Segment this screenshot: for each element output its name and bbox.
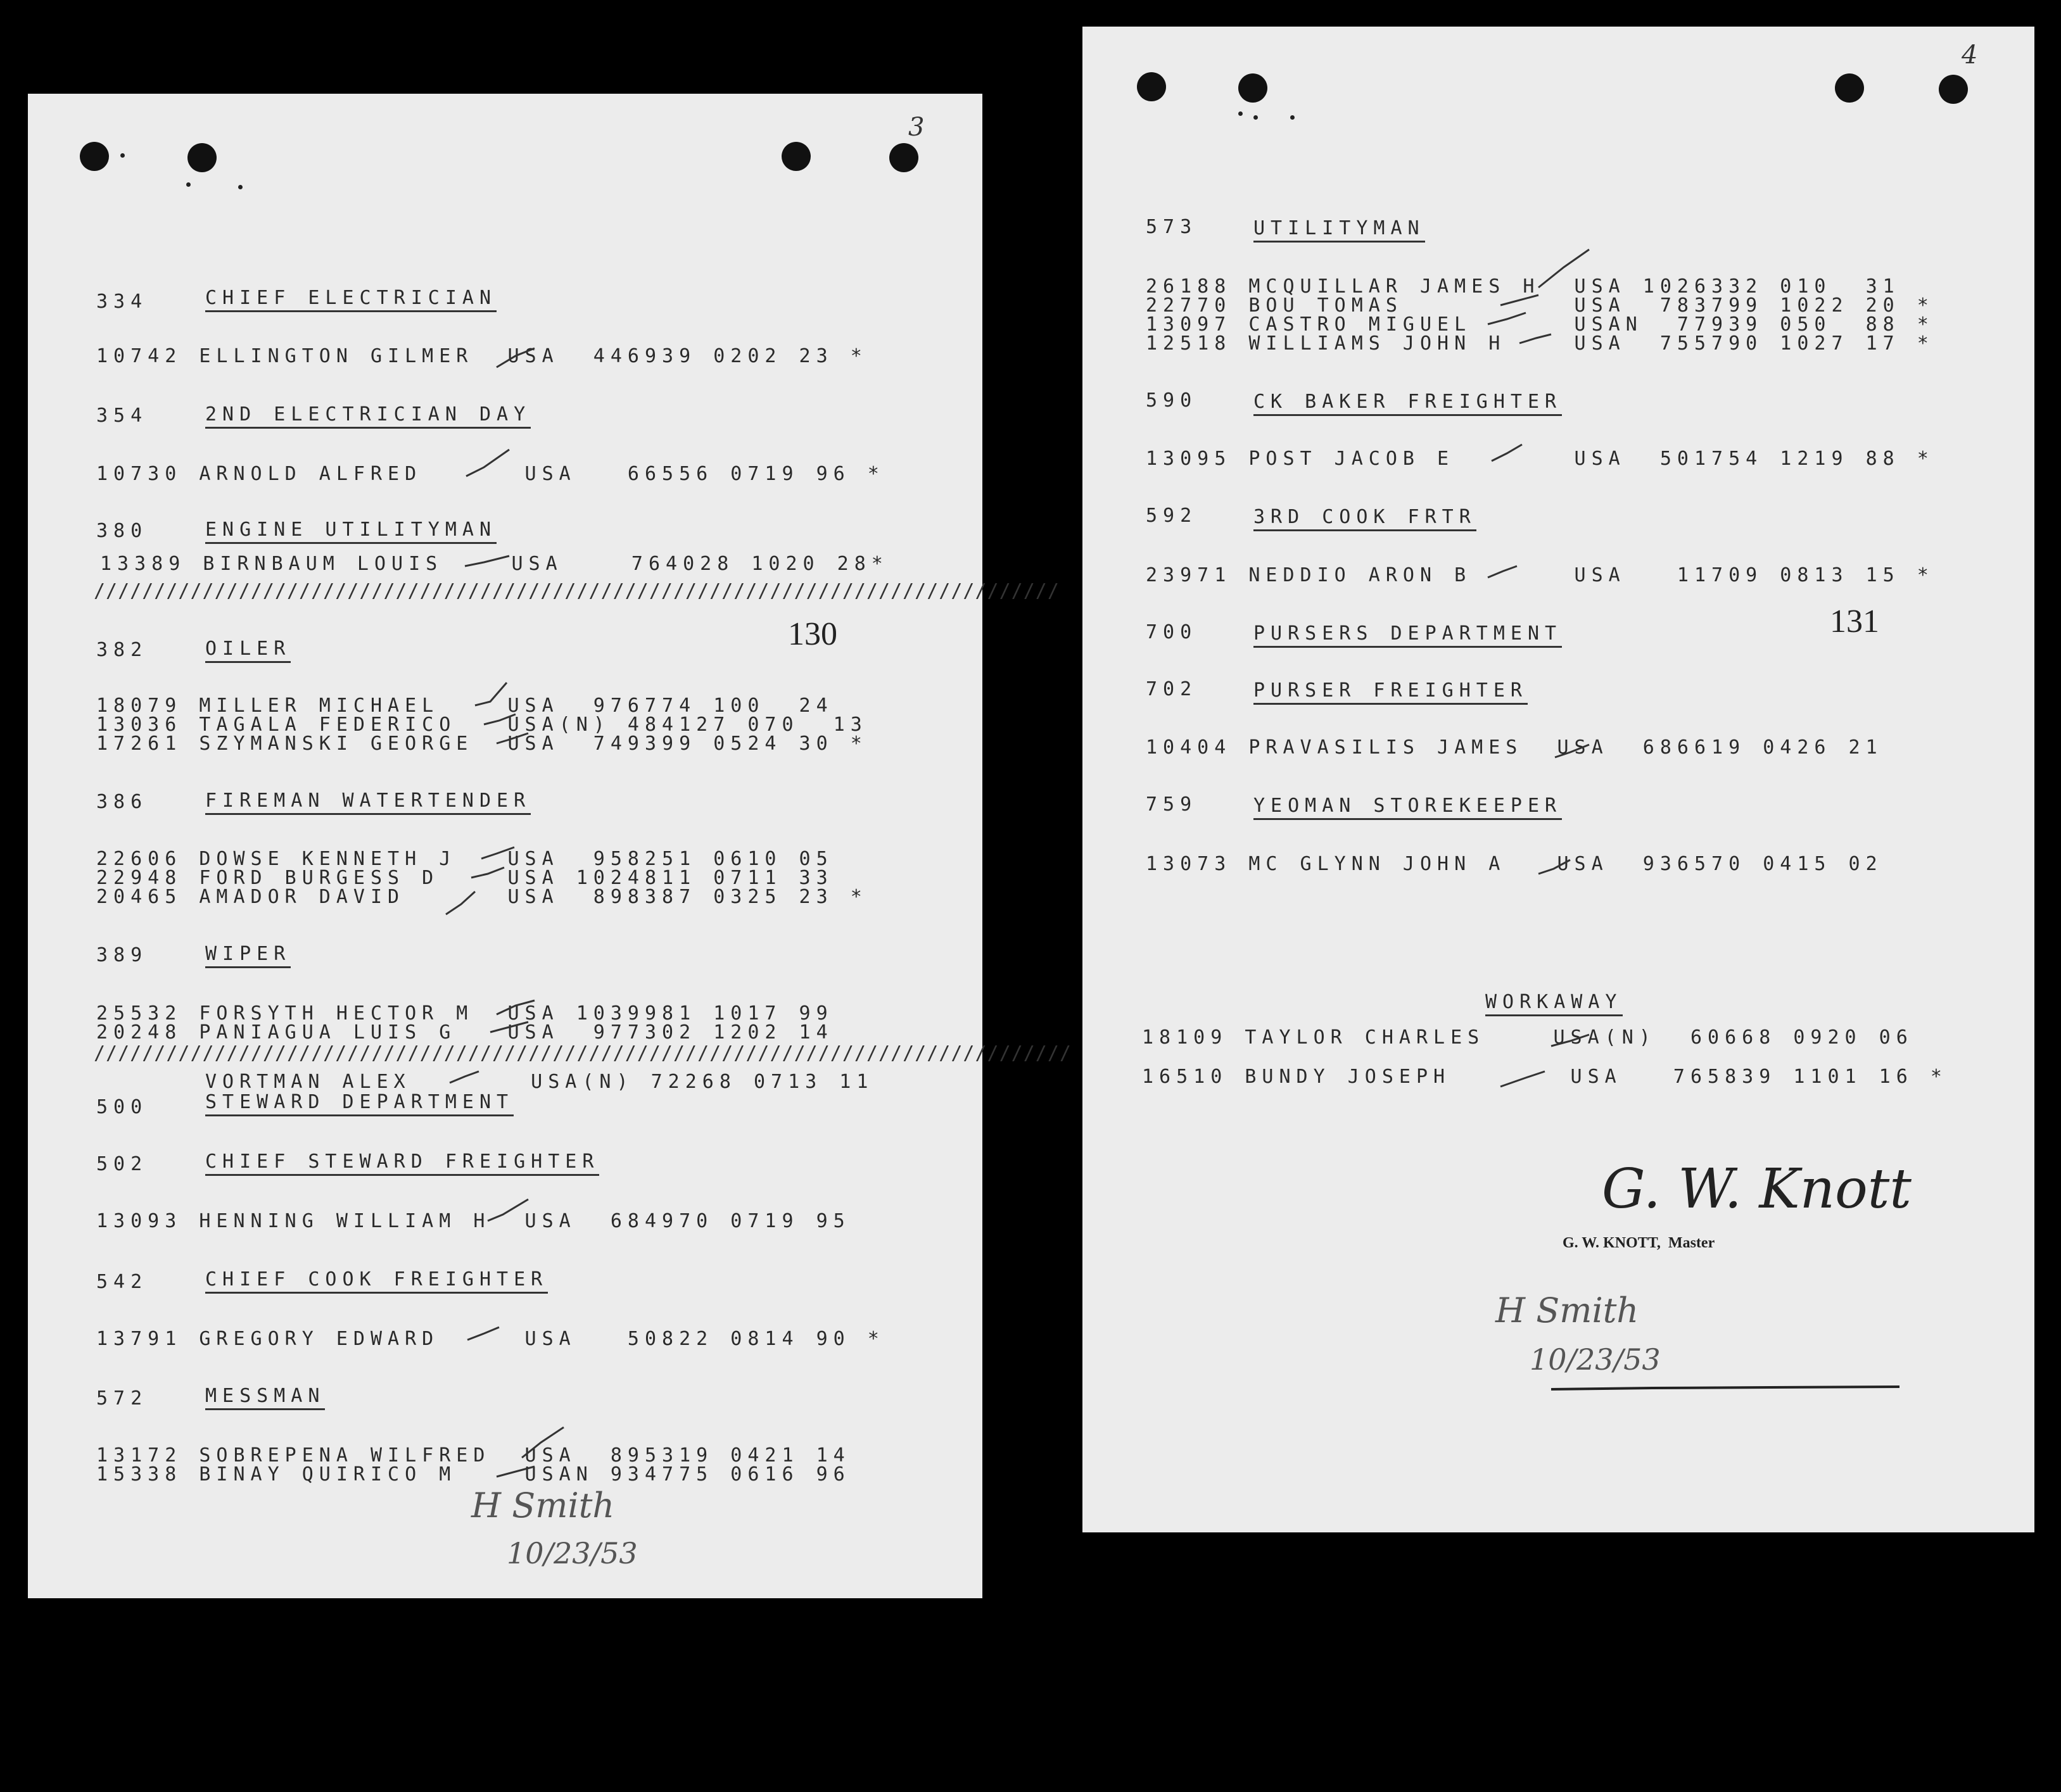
crew-row: 13172 SOBREPENA WILFRED USA 895319 0421 14 [96,1444,851,1467]
section-heading: OILER [205,640,291,663]
crew-row: 18109 TAYLOR CHARLES USA(N) 60668 0920 06 [1142,1026,1913,1049]
section-heading: PURSER FREIGHTER [1253,681,1528,705]
handwritten-initials: H Smith [1495,1290,1639,1330]
crew-row: 15338 BINAY QUIRICO M USAN 934775 0616 96 [96,1463,851,1486]
crew-row: 10404 PRAVASILIS JAMES USA 686619 0426 21 [1146,736,1883,759]
section-heading: CHIEF COOK FREIGHTER [205,1270,548,1294]
section-code: 334 [96,291,148,313]
crew-row: 23971 NEDDIO ARON B USA 11709 0813 15 * [1146,564,1934,586]
inserted-crew-row: VORTMAN ALEX USA(N) 72268 0713 11 [205,1071,874,1093]
handwritten-date: 10/23/53 [507,1536,638,1570]
section-heading: STEWARD DEPARTMENT [205,1093,514,1116]
section-code: 542 [96,1271,148,1293]
left-document-page [28,94,1072,1598]
crew-row: 13093 HENNING WILLIAM H USA 684970 0719 95 [96,1210,851,1232]
handwritten-initials: H Smith [471,1486,615,1525]
crew-row: 13791 GREGORY EDWARD USA 50822 0814 90 * [96,1328,885,1350]
section-code: 380 [96,520,148,542]
crew-row: 10730 ARNOLD ALFRED USA 66556 0719 96 * [96,463,885,485]
handwritten-date: 10/23/53 [1530,1342,1661,1377]
workaway-heading: WORKAWAY [1485,993,1623,1016]
crew-row: 22948 FORD BURGESS D USA 1024811 0711 33 [96,867,834,889]
crew-row: 22606 DOWSE KENNETH J USA 958251 0610 05 [96,848,834,870]
master-signature: G. W. Knott [1602,1158,1912,1221]
section-heading: MESSMAN [205,1387,325,1410]
struck-out-line: ///////////////////////////////////////////////////////////////////////////////// [94,1042,1072,1064]
crew-row: 13073 MC GLYNN JOHN A USA 936570 0415 02 [1146,853,1883,875]
crew-row: 25532 FORSYTH HECTOR M USA 1039981 1017 99 [96,1002,834,1025]
crew-row: 16510 BUNDY JOSEPH USA 765839 1101 16 * [1142,1066,1948,1088]
crew-row: 13389 BIRNBAUM LOUIS USA 764028 1020 28* [100,553,889,575]
crew-row: 13097 CASTRO MIGUEL USAN 77939 050 88 * [1146,313,1934,336]
crew-row: 20248 PANIAGUA LUIS G USA 977302 1202 14 [96,1021,834,1044]
crew-row: 12518 WILLIAMS JOHN H USA 755790 1027 17 * [1146,332,1934,355]
section-heading: CK BAKER FREIGHTER [1253,393,1562,416]
section-code: 386 [96,791,148,813]
section-heading: 2ND ELECTRICIAN DAY [205,405,531,429]
section-code: 702 [1146,678,1198,700]
crew-row: 17261 SZYMANSKI GEORGE USA 749399 0524 30 * [96,733,868,755]
crew-row: 18079 MILLER MICHAEL USA 976774 100 24 [96,695,834,717]
crew-row: 10742 ELLINGTON GILMER USA 446939 0202 23 * [96,345,868,367]
section-code: 590 [1146,389,1198,412]
page-stamp-number: 130 [788,616,837,652]
section-code: 592 [1146,505,1198,527]
section-code: 502 [96,1153,148,1175]
section-code: 573 [1146,216,1198,238]
section-code: 500 [96,1096,148,1118]
crew-row: 22770 BOU TOMAS USA 783799 1022 20 * [1146,294,1934,317]
right-document-page [1082,27,2034,1532]
section-heading: ENGINE UTILITYMAN [205,521,497,544]
section-code: 572 [96,1387,148,1410]
crew-row: 26188 MCQUILLAR JAMES H USA 1026332 010 31 [1146,275,1900,298]
section-heading: CHIEF STEWARD FREIGHTER [205,1152,599,1176]
section-heading: 3RD COOK FRTR [1253,508,1476,531]
section-code: 759 [1146,793,1198,816]
signature-caption: G. W. KNOTT, Master [1563,1235,1715,1251]
crew-row: 20465 AMADOR DAVID USA 898387 0325 23 * [96,886,868,908]
section-heading: WIPER [205,945,291,968]
section-code: 700 [1146,621,1198,643]
section-heading: PURSERS DEPARTMENT [1253,624,1562,648]
section-heading: CHIEF ELECTRICIAN [205,289,497,312]
crew-row: 13095 POST JACOB E USA 501754 1219 88 * [1146,448,1934,470]
section-code: 382 [96,639,148,661]
section-heading: YEOMAN STOREKEEPER [1253,797,1562,820]
section-code: 354 [96,405,148,427]
struck-out-line: //////////////////////////////////////////////////////////////////////////////// [94,580,1060,602]
section-code: 389 [96,944,148,966]
section-heading: FIREMAN WATERTENDER [205,792,531,815]
page-stamp-number: 131 [1830,603,1879,640]
check-marks [28,94,982,1598]
page-corner-number: 3 [908,113,925,142]
crew-row: 13036 TAGALA FEDERICO USA(N) 484127 070 13 [96,714,868,736]
section-heading: UTILITYMAN [1253,219,1425,243]
page-corner-number: 4 [1962,41,1978,70]
